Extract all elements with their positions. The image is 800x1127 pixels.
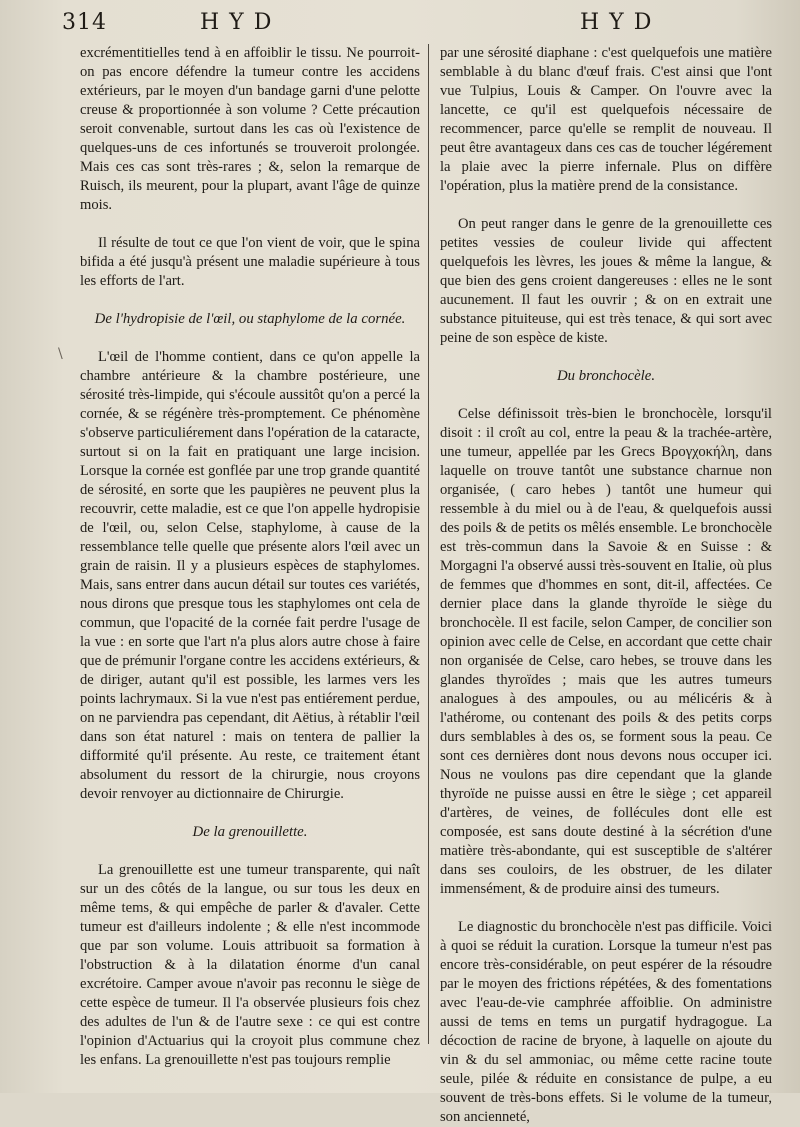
section-heading: De l'hydropisie de l'œil, ou staphylome de la cornée. xyxy=(94,311,406,327)
paragraph: par une sérosité diaphane : c'est quelquefois une matière semblable à du blanc d'œuf frais. C'est ainsi que l'ont vue Tulpius, Louis & Camper. On l'ouvre avec la lancette, ce qu'il est quelquefois nécessaire de recommencer, parce qu'elle se remplit de nouveau. Il peut être avantageux dans ces cas de toucher légérement la plaie avec la pierre infernale. Plus on diffère l'opération, plus la matière prend de la consistance. xyxy=(440,45,772,194)
paragraph: La grenouillette est une tumeur transparente, qui naît sur un des côtés de la langue, ou sur tous les deux en même tems, & qui empêche de parler & d'avaler. Cette tumeur est d'ailleurs indolente ; & elle n'est incommode que par son volume. Louis attribuoit sa formation à l'obstruction & à la dilatation énorme d'un canal excrétoire. Camper avoue n'avoir pas reconnu le siège de cette espèce de tumeur. Il l'a observée plusieurs fois chez des adultes de l'un & de l'autre sexe : ce qui est contre l'opinion d'Actuarius qui la croyoit plus commune chez les enfans. La grenouillette n'est pas toujours remplie xyxy=(80,862,420,1068)
left-column xyxy=(80,44,420,1070)
paragraph: L'œil de l'homme contient, dans ce qu'on appelle la chambre antérieure & la chambre postérieure, une sérosité très-limpide, qui s'écoule aussitôt qu'on a percé la cornée, & se régénère très-promptement. Ce phénomène s'observe particuliérement dans l'opération de la cataracte, surtout si on la fait en pratiquant une large incision. Lorsque la cornée est gonflée par une trop grande quantité de sérosité, en sorte que les paupières ne peuvent plus la recouvrir, cette maladie, est ce que l'on appelle hydropisie de l'œil, ou, selon Celse, staphylome, à cause de la ressemblance telle quelle que présente alors l'œil avec un grain de raisin. Il y a plusieurs espèces de staphylomes. Mais, sans entrer dans aucun détail sur toutes ces variétés, nous dirons que presque tous les staphylomes ont cela de commun, que l'opacité de la cornée fait perdre l'usage de la vue : en sorte que l'art n'a plus alors autre chose à faire que de prémunir l'organe contre les accidens extérieurs, & de diriger, autant qu'il est possible, les larmes vers les points lachrymaux. Si la vue n'est pas entiérement perdue, on ne parviendra pas cependant, dit Aëtius, à rétablir l'œil dans son état naturel : mais on tentera de pallier la difformité qu'il présente. Au reste, ce traitement étant absolument du ressort de la chirurgie, nous croyons devoir renvoyer au dictionnaire de Chirurgie. xyxy=(80,349,420,802)
running-head-left: HYD xyxy=(200,10,282,35)
running-head-right: HYD xyxy=(580,10,662,35)
page-number: 314 xyxy=(62,10,107,35)
paragraph: Le diagnostic du bronchocèle n'est pas difficile. Voici à quoi se réduit la curation. Lorsque la tumeur n'est pas encore très-considérable, on peut espérer de la résoudre par le moyen des frictions répétées, & des fomentations avec l'eau-de-vie camphrée affoiblie. On administre aussi de tems en tems un purgatif hydragogue. La décoction de racine de bryone, à laquelle on ajoute du vin & du sel ammoniac, ou même cette racine toute seule, pilée & réduite en consistance de pulpe, a eu souvent de très-bons effets. Si le volume de la tumeur, son ancienneté, xyxy=(440,919,772,1125)
paragraph: Il résulte de tout ce que l'on vient de voir, que le spina bifida a été jusqu'à présent une maladie supérieure à tous les efforts de l'art. xyxy=(80,235,420,289)
paragraph: Celse définissoit très-bien le bronchocèle, lorsqu'il disoit : il croît au col, entre la peau & la trachée-artère, une tumeur, appellée par les Grecs Βρογχοκήλη, dans laquelle on trouve tantôt une substance charnue non organisée, ( caro hebes ) tantôt une humeur qui ressemble à du miel ou à de l'eau, & quelquefois aussi des poils & de petits os mêlés ensemble. Le bronchocèle est très-commun dans la Savoie & en Suisse : & Morgagni l'a observé aussi très-souvent en Italie, où plus de femmes que d'hommes en sont, dit-il, affectées. Ce dernier place dans la glande thyroïde le siège du bronchocèle. Il est facile, selon Camper, de concilier son opinion avec celle de Celse, en accordant que cette chair non organisée de Celse, caro hebes, se trouve dans les glandes thyroïdes ; mais que les autres tumeurs analogues à des ampoules, ou au mélicéris & à l'athérome, ou contenant des poils & des petits corps durs semblables à des os, se forment sous la peau. Ce sont ces dernières dont nous devons nous occuper ici. Nous ne voulons pas dire cependant que la glande thyroïde ne puisse aussi en être le siège ; cet appareil d'artères, de veines, de follécules dont elle est composée, est sans doute destiné à la sécrétion d'une matière très-abondante, qui est susceptible de s'altérer dans ses couloirs, de les obstruer, de les dilater immensément, & de produire ainsi des tumeurs. xyxy=(440,406,772,897)
paragraph: On peut ranger dans le genre de la grenouillette ces petites vessies de couleur livide qui affectent quelquefois les lèvres, les joues & même la langue, & que bien des gens croient dangereuses : elles ne le sont aucunement. Il faut les ouvrir ; & on en extrait une substance pituiteuse, qui est très tenace, & qui sort avec peine de son espèce de kiste. xyxy=(440,216,772,346)
column-divider xyxy=(428,44,429,1044)
section-heading: Du bronchocèle. xyxy=(556,368,656,384)
paragraph: excrémentitielles tend à en affoiblir le tissu. Ne pourroit-on pas encore défendre la tumeur contre les accidens extérieurs, par le moyen d'un bandage garni d'une pelotte creuse & proportionnée à son volume ? Cette précaution seroit convenable, surtout dans les cas où l'existence de quelques-uns de ces infortunés se trouveroit prolongée. Mais ces cas sont très-rares ; &, selon la remarque de Ruisch, ils meurent, pour la plupart, avant l'âge de quinze mois. xyxy=(80,45,420,213)
section-heading: De la grenouillette. xyxy=(192,824,308,840)
margin-mark: \ xyxy=(58,346,63,362)
right-column xyxy=(440,44,772,1127)
